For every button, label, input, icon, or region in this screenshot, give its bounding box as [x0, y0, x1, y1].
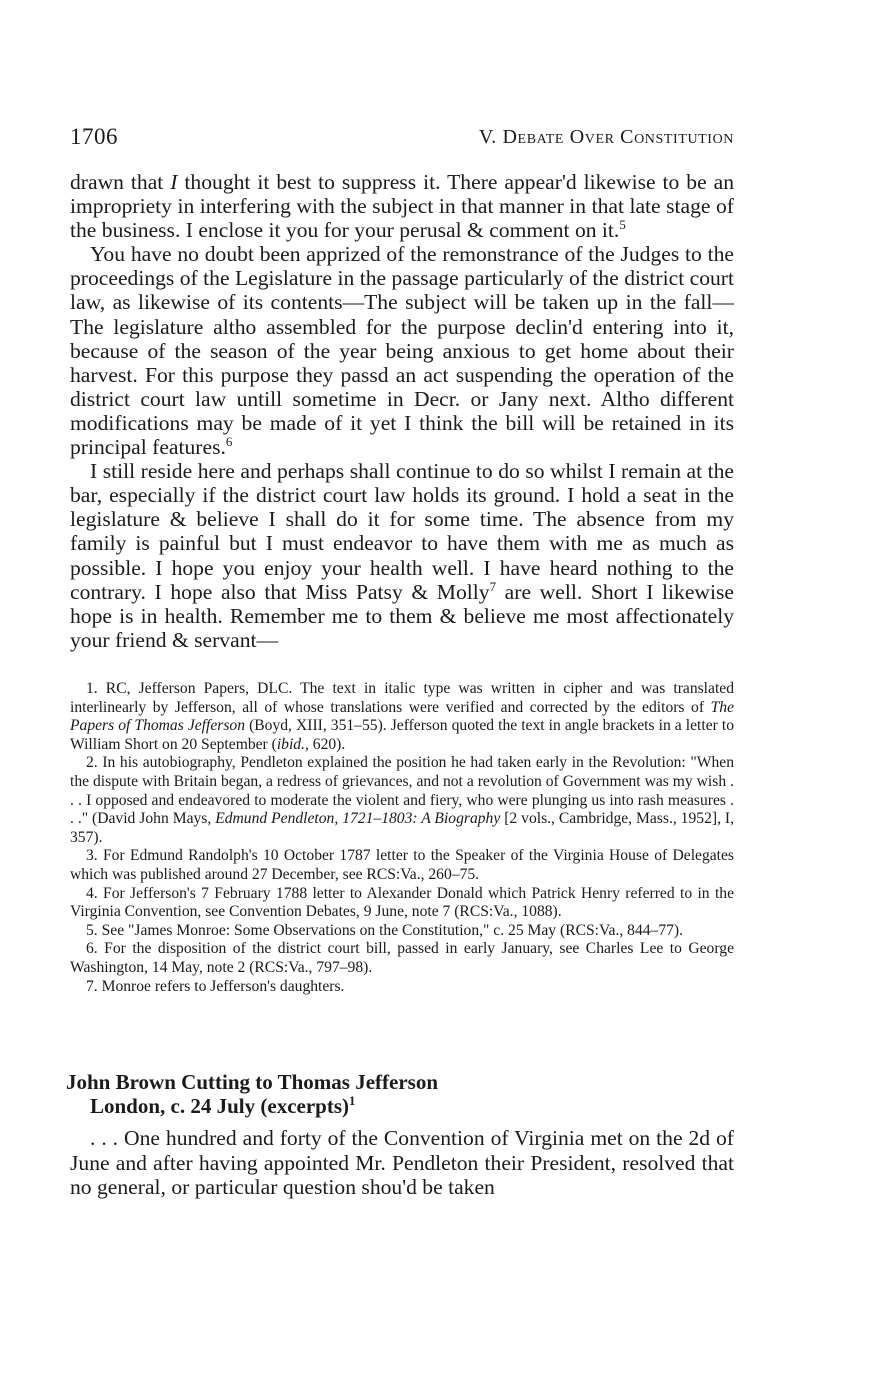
note-2: [70, 754, 734, 847]
body-text-run: are well. Short I likewise hope is in health. Remember me to them & believe me most affectionately your friend & servant—: [70, 579, 735, 652]
dateline-text: London, c. 24 July (excerpts): [90, 1094, 349, 1118]
page-header: [70, 124, 734, 152]
running-head: V. Debate Over Constitution: [478, 126, 734, 148]
note-reference: 6: [225, 433, 233, 449]
note-text: 2. In his autobiography, Pendleton explained the position he had taken early in the Revolution: "When the dispute with Britain began, a redress of grievances, and not a revolution of Government was my wish . . . I opposed and endeavored to moderate the violent and fiery, who were plunging us into rash measures . . ." (David John Mays,: [70, 754, 734, 828]
note-italic-title: Edmund Pendleton, 1721–1803: A Biography: [215, 810, 501, 828]
note-text: 1. RC, Jefferson Papers, DLC. The text in italic type was written in cipher and was translated interlinearly by Jefferson, all of whose translations were verified and corrected by the editors of: [70, 680, 734, 716]
body-text-run: I still reside here and perhaps shall continue to do so whilst I remain at the bar, especially if the district court law holds its ground. I hold a seat in the legislature & believe I shall do it for some time. The absence from my family is painful but I must endeavor to have them with me as much as possible. I hope you enjoy your health well. I have heard nothing to the contrary. I hope also that Miss Patsy & Molly: [70, 459, 734, 604]
body-paragraph-2: [70, 242, 734, 459]
body-paragraph-3: [70, 459, 734, 652]
note-5: 5. See "James Monroe: Some Observations on the Constitution," c. 25 May (RCS:Va., 844–77).: [86, 921, 684, 939]
note-reference: 1: [349, 1094, 356, 1108]
note-text: [2 vols., Cambridge, Mass., 1952], I, 357).: [70, 810, 735, 846]
page-number: 1706: [70, 124, 118, 149]
body-text-run: thought it best to suppress it. There appear'd likewise to be an impropriety in interfering with the subject in that manner in that late stage of the business. I enclose it you for your perusal & comment on it.: [70, 170, 734, 243]
note-italic-ibid: ibid.,: [276, 735, 309, 753]
note-italic-title: The Papers of Thomas Jefferson: [70, 698, 734, 735]
body-text-run: You have no doubt been apprized of the remonstrance of the Judges to the proceedings of the Legislature in the passage particularly of the district court law, as likewise of its contents—The subject will be taken up in the fall—The legislature altho assembled for the purpose declin'd entering into it, because of the season of the year being anxious to get home about their harvest. For this purpose they passd an act suspending the operation of the district court law untill sometime in Decr. or Jany next. Altho different modifications may be made of it yet I think the bill will be retained in its principal features.: [70, 242, 734, 460]
body-paragraph-1: [70, 170, 734, 242]
note-reference: 5: [619, 217, 626, 232]
note-text: (Boyd, XIII, 351–55). Jefferson quoted the text in angle brackets in a letter to William Short on 20 September (: [70, 717, 734, 753]
editorial-notes: [70, 680, 734, 996]
excerpt-paragraph: . . . One hundred and forty of the Convention of Virginia met on the 2d of June and after having appointed Mr. Pendleton their President, resolved that no general, or particular question shou'd be taken: [70, 1126, 734, 1199]
note-6: 6. For the disposition of the district court bill, passed in early January, see Charles Lee to George Washington, 14 May, note 2 (RCS:Va., 797–98).: [70, 940, 734, 976]
note-3: 3. For Edmund Randolph's 10 October 1787 letter to the Speaker of the Virginia House of Delegates which was published around 27 December, see RCS:Va., 260–75.: [70, 847, 734, 883]
letter-body: [70, 170, 734, 652]
note-text: 620).: [308, 735, 346, 753]
document-title: John Brown Cutting to Thomas Jefferson: [66, 1070, 439, 1094]
note-reference: 7: [489, 578, 497, 594]
note-1: [70, 680, 734, 754]
note-4: 4. For Jefferson's 7 February 1788 letter to Alexander Donald which Patrick Henry referred to in the Virginia Convention, see Convention Debates, 9 June, note 7 (RCS:Va., 1088).: [70, 884, 734, 921]
italic-cipher-text: I: [170, 170, 178, 194]
note-7: 7. Monroe refers to Jefferson's daughters.: [86, 977, 345, 995]
document-dateline: [66, 1094, 730, 1118]
body-text-run: drawn that: [70, 170, 171, 194]
document-heading: [66, 1070, 730, 1118]
document-excerpt: [70, 1126, 734, 1200]
